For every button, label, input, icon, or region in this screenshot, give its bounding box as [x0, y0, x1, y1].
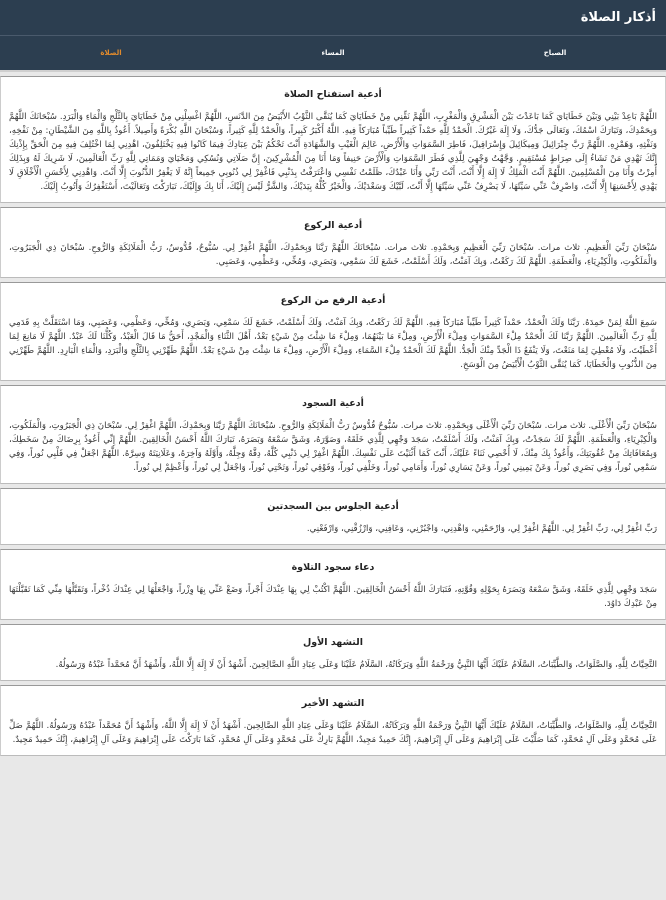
app-bar [0, 0, 666, 36]
dua-card [0, 207, 666, 278]
dua-title: أدعية الرفع من الركوع [280, 295, 386, 306]
dua-title: أدعية الجلوس بين السجدتين [267, 501, 399, 512]
dua-text: سُبْحَانَ رَبِّيَ الْعَظِيمِ. ثلاث مرات. سُبْحَانَ رَبِّيَ الْعَظِيمِ وَبِحَمْدِهِ. ثلاث مرات. سُبْحَانَكَ اللَّهُمَّ رَبَّنَا وَبِحَمْدِكَ، اللَّهُمَّ اغْفِرْ لِي. سُبُّوحٌ، قُدُّوسٌ، رَبُّ الْمَلَائِكَةِ وَالرُّوحِ. سُبْحَانَ ذِي الْجَبَرُوتِ، وَالْمَلَكُوتِ، وَالْكِبْرِيَاءِ، وَالْعَظَمَةِ. اللَّهُمَّ لَكَ رَكَعْتُ، وَبِكَ آمَنْتُ، وَلَكَ أَسْلَمْتُ، خَشَعَ لَكَ سَمْعِي، وَبَصَرِي، وَمُخِّي، وَعَظْمِي، وَعَصَبِي. [9, 243, 657, 267]
dua-text: التَّحِيَّاتُ لِلَّهِ، وَالصَّلَوَاتُ، وَالطَّيِّبَاتُ، السَّلَامُ عَلَيْكَ أَيُّهَا النَّبِيُّ وَرَحْمَةُ اللَّهِ وَبَرَكَاتُهُ، السَّلَامُ عَلَيْنَا وَعَلَى عِبَادِ اللَّهِ الصَّالِحِينَ. أَشْهَدُ أَنْ لَا إِلَهَ إِلَّا اللَّهُ، وَأَشْهَدُ أَنَّ مُحَمَّداً عَبْدُهُ وَرَسُولُهُ. [55, 660, 657, 670]
dua-title: التشهد الأخير [301, 698, 365, 709]
dua-card [0, 549, 666, 620]
dua-card [0, 685, 666, 756]
adhkar-list[interactable] [0, 72, 666, 756]
dua-title: أدعية السجود [302, 398, 364, 409]
tab-morning[interactable]: الصباح [543, 49, 567, 57]
dua-title: التشهد الأول [303, 637, 363, 648]
app-title: أذكار الصلاة [580, 10, 656, 25]
dua-text: اللَّهُمَّ بَاعِدْ بَيْنِي وَبَيْنَ خَطَايَايَ كَمَا بَاعَدْتَ بَيْنَ الْمَشْرِقِ وَالْمَغْرِبِ، اللَّهُمَّ نَقِّنِي مِنْ خَطَايَايَ كَمَا يُنَقَّى الثَّوْبُ الأَبْيَضُ مِنَ الدَّنَسِ، اللَّهُمَّ اغْسِلْنِي مِنْ خَطَايَايَ بِالثَّلْجِ وَالْمَاءِ وَالْبَرَدِ. سُبْحَانَكَ اللَّهُمَّ وَبِحَمْدِكَ، وَتَبَارَكَ اسْمُكَ، وَتَعَالَى جَدُّكَ، وَلَا إِلَهَ غَيْرُكَ. الْحَمْدُ لِلَّهِ حَمْداً كَثِيراً طَيِّباً مُبَارَكاً فِيهِ. اللَّهُ أَكْبَرُ كَبِيراً، وَالْحَمْدُ لِلَّهِ كَثِيراً، وَسُبْحَانَ اللَّهِ بُكْرَةً وَأَصِيلاً. أَعُوذُ بِاللَّهِ مِنَ الشَّيْطَانِ: مِنْ نَفْخِهِ، وَنَفْثِهِ، وَهَمْزِهِ. اللَّهُمَّ رَبَّ جِبْرَائِيلَ وَمِيكَائِيلَ وَإِسْرَافِيلَ، فَاطِرَ السَّمَوَاتِ وَالْأَرْضِ، عَالِمَ الْغَيْبِ وَالشَّهَادَةِ أَنْتَ تَحْكُمُ بَيْنَ عِبَادِكَ فِيمَا كَانُوا فِيهِ يَخْتَلِفُونَ، اهْدِنِي لِمَا اخْتُلِفَ فِيهِ مِنَ الْحَقِّ بِإِذْنِكَ إِنَّكَ تَهْدِي مَنْ تَشَاءُ إِلَى صِرَاطٍ مُسْتَقِيمٍ. وَجَّهْتُ وَجْهِيَ لِلَّذِي فَطَرَ السَّمَوَاتِ وَالْأَرْضَ حَنِيفاً وَمَا أَنَا مِنَ الْمُشْرِكِينَ، إِنَّ صَلَاتِي وَنُسُكِي وَمَحْيَايَ وَمَمَاتِي لِلَّهِ رَبِّ الْعَالَمِينَ، لَا شَرِيكَ لَهُ وَبِذَلِكَ أُمِرْتُ وَأَنَا مِنَ الْمُسْلِمِينَ. اللَّهُمَّ أَنْتَ الْمَلِكُ لَا إِلَهَ إِلَّا أَنْتَ، أَنْتَ رَبِّي وَأَنَا عَبْدُكَ، ظَلَمْتُ نَفْسِي وَاعْتَرَفْتُ بِذَنْبِي فَاغْفِرْ لِي ذُنُوبِي جَمِيعاً إِنَّهُ لَا يَغْفِرُ الذُّنُوبَ إِلَّا أَنْتَ. وَاهْدِنِي لِأَحْسَنِ الْأَخْلَاقِ لَا يَهْدِي لِأَحْسَنِهَا إِلَّا أَنْتَ، وَاصْرِفْ عَنِّي سَيِّئَهَا، لَا يَصْرِفُ عَنِّي سَيِّئَهَا إِلَّا أَنْتَ، لَبَّيْكَ وَسَعْدَيْكَ، وَالْخَيْرُ كُلُّهُ بِيَدَيْكَ، وَالشَّرُّ لَيْسَ إِلَيْكَ، أَنَا بِكَ وَإِلَيْكَ، تَبَارَكْتَ وَتَعَالَيْتَ، أَسْتَغْفِرُكَ وَأَتُوبُ إِلَيْكَ. [9, 112, 657, 192]
dua-text: سُبْحَانَ رَبِّيَ الْأَعْلَى. ثلاث مرات. سُبْحَانَ رَبِّيَ الْأَعْلَى وَبِحَمْدِهِ. ثلاث مرات. سُبُّوحٌ قُدُّوسٌ رَبُّ الْمَلَائِكَةِ وَالرُّوحِ. سُبْحَانَكَ اللَّهُمَّ رَبَّنَا وَبِحَمْدِكَ، اللَّهُمَّ اغْفِرْ لِي. سُبْحَانَ ذِي الْجَبَرُوتِ، وَالْمَلَكُوتِ، وَالْكِبْرِيَاءِ، وَالْعَظَمَةِ. اللَّهُمَّ لَكَ سَجَدْتُ، وَبِكَ آمَنْتُ، وَلَكَ أَسْلَمْتُ، سَجَدَ وَجْهِي لِلَّذِي خَلَقَهُ، وَصَوَّرَهُ، وَشَقَّ سَمْعَهُ وَبَصَرَهُ، تَبَارَكَ اللَّهُ أَحْسَنُ الْخَالِقِينَ. اللَّهُمَّ إِنِّي أَعُوذُ بِرِضَاكَ مِنْ سَخَطِكَ، وَبِمُعَافَاتِكَ مِنْ عُقُوبَتِكَ، وَأَعُوذُ بِكَ مِنْكَ، لَا أُحْصِي ثَنَاءً عَلَيْكَ، أَنْتَ كَمَا أَثْنَيْتَ عَلَى نَفْسِكَ. اللَّهُمَّ اغْفِرْ لِي ذَنْبِي كُلَّهُ، دِقَّهُ وَجِلَّهُ، وَأَوَّلَهُ وَآخِرَهُ، وَعَلَانِيَتَهُ وَسِرَّهُ. اللَّهُمَّ اجْعَلْ فِي قَلْبِي نُوراً، وَفِي سَمْعِي نُوراً، وَفِي بَصَرِي نُوراً، وَعَنْ يَمِينِي نُوراً، وَعَنْ يَسَارِي نُوراً، وَأَمَامِي نُوراً، وَخَلْفِي نُوراً، وَفَوْقِي نُوراً، وَتَحْتِي نُوراً، وَاجْعَلْ لِي نُوراً، وَأَعْظِمْ لِي نُوراً. [9, 421, 657, 473]
dua-text: التَّحِيَّاتُ لِلَّهِ، وَالصَّلَوَاتُ، وَالطَّيِّبَاتُ، السَّلَامُ عَلَيْكَ أَيُّهَا النَّبِيُّ وَرَحْمَةُ اللَّهِ وَبَرَكَاتُهُ، السَّلَامُ عَلَيْنَا وَعَلَى عِبَادِ اللَّهِ الصَّالِحِينَ. أَشْهَدُ أَنْ لَا إِلَهَ إِلَّا اللَّهُ، وَأَشْهَدُ أَنَّ مُحَمَّداً عَبْدُهُ وَرَسُولُهُ. اللَّهُمَّ صَلِّ عَلَى مُحَمَّدٍ وَعَلَى آلِ مُحَمَّدٍ، كَمَا صَلَّيْتَ عَلَى إِبْرَاهِيمَ وَعَلَى آلِ إِبْرَاهِيمَ، إِنَّكَ حَمِيدٌ مَجِيدٌ، اللَّهُمَّ بَارِكْ عَلَى مُحَمَّدٍ وَعَلَى آلِ مُحَمَّدٍ، كَمَا بَارَكْتَ عَلَى إِبْرَاهِيمَ وَعَلَى آلِ إِبْرَاهِيمَ، إِنَّكَ حَمِيدٌ مَجِيدٌ. [9, 721, 657, 745]
dua-card [0, 282, 666, 381]
tab-prayer[interactable]: الصلاة [100, 49, 122, 57]
dua-title: دعاء سجود التلاوة [291, 562, 375, 573]
dua-card [0, 488, 666, 545]
dua-text: سَمِعَ اللَّهُ لِمَنْ حَمِدَهُ. رَبَّنَا وَلَكَ الْحَمْدُ، حَمْداً كَثِيراً طَيِّباً مُبَارَكاً فِيهِ. اللَّهُمَّ لَكَ رَكَعْتُ، وَبِكَ آمَنْتُ، وَلَكَ أَسْلَمْتُ، خَشَعَ لَكَ سَمْعِي، وَبَصَرِي، وَمُخِّي، وَعَظْمِي، وَعَصَبِي، وَمَا اسْتَقَلَّتْ بِهِ قَدَمِي لِلَّهِ رَبِّ الْعَالَمِينَ. اللَّهُمَّ رَبَّنَا لَكَ الْحَمْدُ مِلْءَ السَّمَوَاتِ وَمِلْءَ الْأَرْضِ، وَمِلْءَ مَا بَيْنَهُمَا، وَمِلْءَ مَا شِئْتَ مِنْ شَيْءٍ بَعْدُ، أَهْلَ الثَّنَاءِ وَالْمَجْدِ، أَحَقُّ مَا قَالَ الْعَبْدُ، وَكُلُّنَا لَكَ عَبْدٌ. اللَّهُمَّ لَا مَانِعَ لِمَا أَعْطَيْتَ، وَلَا مُعْطِيَ لِمَا مَنَعْتَ، وَلَا يَنْفَعُ ذَا الْجَدِّ مِنْكَ الْجَدُّ. اللَّهُمَّ لَكَ الْحَمْدُ مِلْءَ السَّمَاءِ، وَمِلْءَ الْأَرْضِ، وَمِلْءَ مَا شِئْتَ مِنْ شَيْءٍ بَعْدُ. اللَّهُمَّ طَهِّرْنِي بِالثَّلْجِ وَالْبَرَدِ، وَالْمَاءِ الْبَارِدِ. اللَّهُمَّ طَهِّرْنِي مِنَ الذُّنُوبِ وَالْخَطَايَا، كَمَا يُنَقَّى الثَّوْبُ الْأَبْيَضُ مِنَ الْوَسَخِ. [9, 318, 657, 370]
dua-title: أدعية الركوع [303, 220, 363, 231]
tab-bar [0, 36, 666, 72]
dua-title: أدعية استفتاح الصلاة [284, 89, 382, 100]
tab-evening[interactable]: المساء [321, 49, 345, 57]
dua-text: رَبِّ اغْفِرْ لِي، رَبِّ اغْفِرْ لِي. اللَّهُمَّ اغْفِرْ لِي، وَارْحَمْنِي، وَاهْدِنِي، وَاجْبُرْنِي، وَعَافِنِي، وَارْزُقْنِي، وَارْفَعْنِي. [306, 524, 657, 534]
dua-card [0, 385, 666, 484]
dua-card [0, 624, 666, 681]
dua-text: سَجَدَ وَجْهِي لِلَّذِي خَلَقَهُ، وَشَقَّ سَمْعَهُ وَبَصَرَهُ بِحَوْلِهِ وَقُوَّتِهِ، فَتَبَارَكَ اللَّهُ أَحْسَنُ الْخَالِقِينَ. اللَّهُمَّ اكْتُبْ لِي بِهَا عِنْدَكَ أَجْراً، وَضَعْ عَنِّي بِهَا وِزْراً، وَاجْعَلْهَا لِي عِنْدَكَ ذُخْراً، وَتَقَبَّلْهَا مِنِّي كَمَا تَقَبَّلْتَهَا مِنْ عَبْدِكَ دَاوُدَ. [9, 585, 657, 609]
dua-card [0, 76, 666, 203]
